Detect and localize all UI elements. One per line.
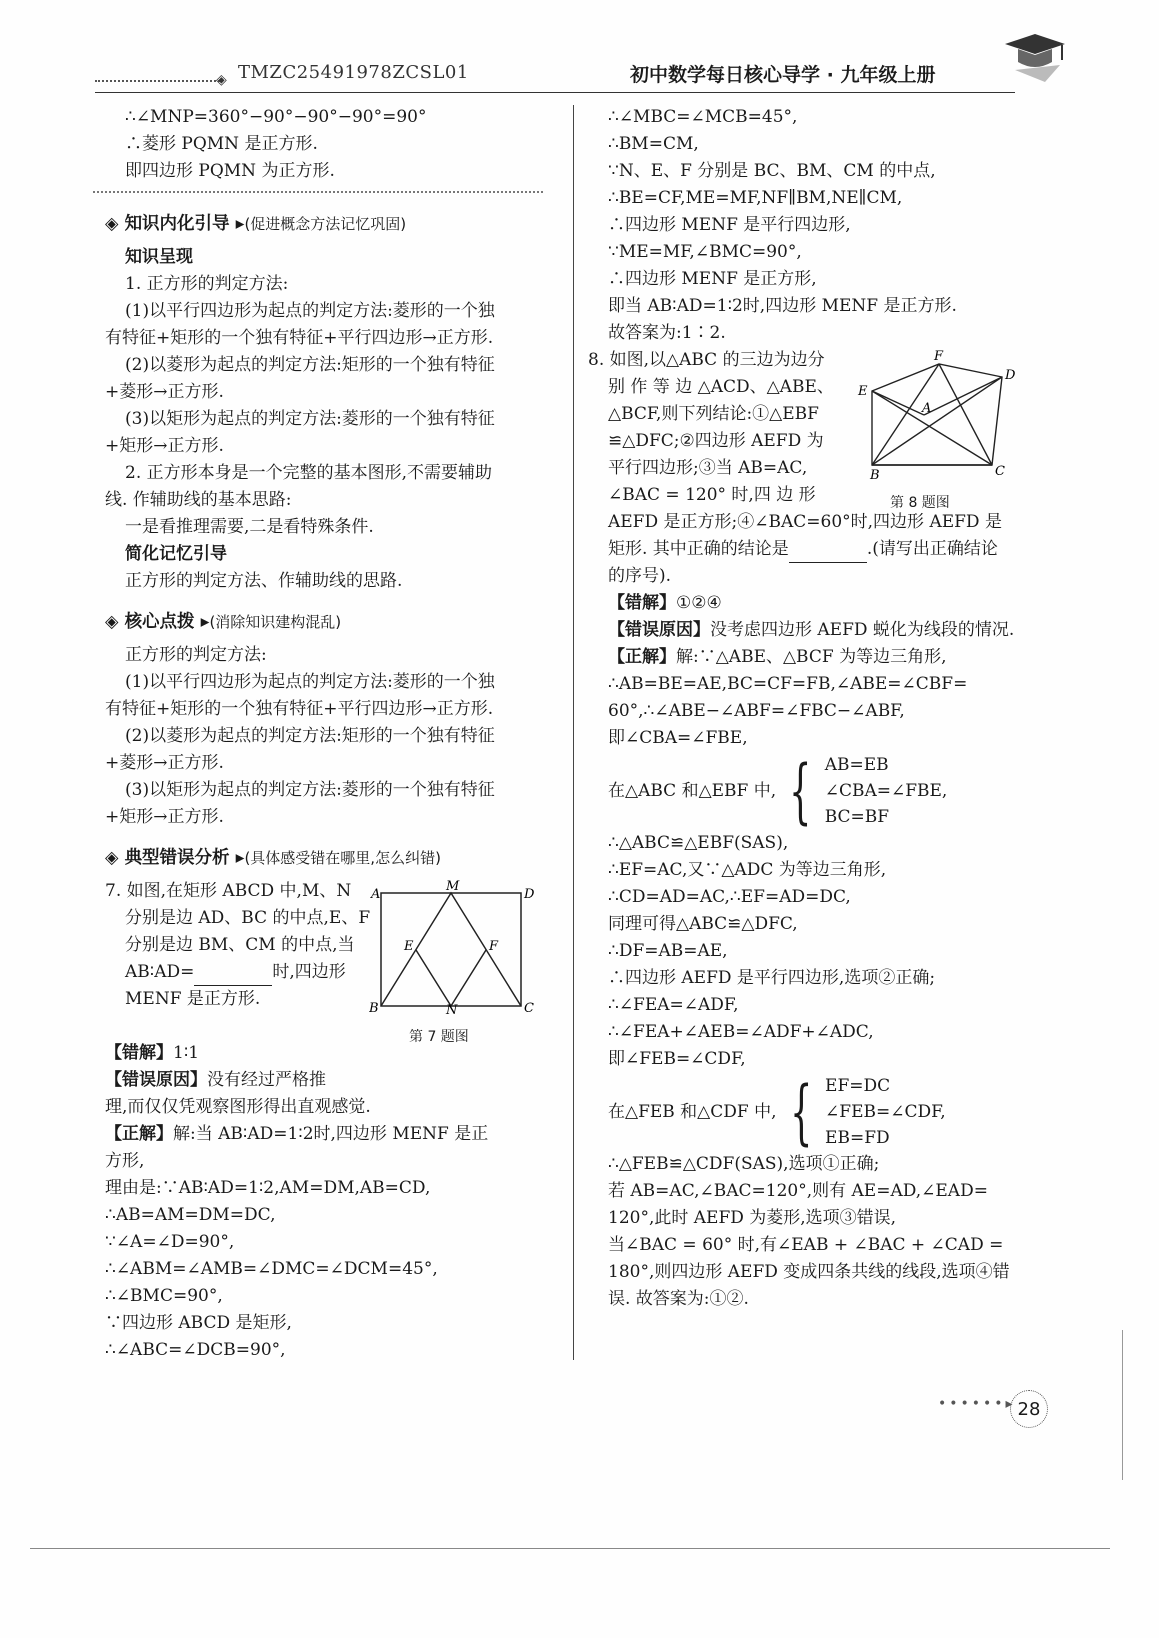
text-line: ∴AB=AM=DM=DC, bbox=[105, 1205, 276, 1225]
text-line: ∴四边形 MENF 是平行四边形, bbox=[608, 215, 851, 235]
brace-symbol: { bbox=[789, 1071, 812, 1153]
text-line: 正方形的判定方法: bbox=[125, 645, 267, 665]
text-line: 120°,此时 AEFD 为菱形,选项③错误, bbox=[608, 1208, 897, 1228]
svg-text:D: D bbox=[1005, 368, 1016, 383]
text-line: 8. 如图,以△ABC 的三边为边分 bbox=[588, 350, 825, 370]
text-line: EB=FD bbox=[825, 1128, 890, 1148]
text-line: 误. 故答案为:①②. bbox=[608, 1289, 749, 1309]
svg-text:C: C bbox=[524, 1001, 534, 1015]
text-line: △BCF,则下列结论:①△EBF bbox=[608, 404, 819, 424]
page-number: 28 bbox=[1010, 1390, 1048, 1428]
error-reason: 【错误原因】没考虑四边形 AEFD 蜕化为线段的情况. bbox=[608, 620, 1015, 640]
question-7 bbox=[105, 878, 555, 1045]
subheading: 简化记忆引导 bbox=[125, 544, 227, 564]
text-line: 同理可得△ABC≌△DFC, bbox=[608, 914, 798, 934]
text-line: 60°,∴∠ABE−∠ABF=∠FBC−∠ABF, bbox=[608, 701, 905, 721]
text-line: 方形, bbox=[105, 1151, 145, 1171]
text-line: 即当 AB∶AD=1∶2时,四边形 MENF 是正方形. bbox=[608, 296, 957, 316]
section-bullet-icon: ◈ bbox=[105, 214, 125, 234]
figure-7 bbox=[369, 880, 539, 1045]
text-line: 一是看推理需要,二是看特殊条件. bbox=[125, 517, 374, 537]
figure-8 bbox=[844, 349, 1034, 509]
correct-solution: 【正解】解:当 AB∶AD=1∶2时,四边形 MENF 是正 bbox=[105, 1124, 489, 1144]
text-line: ∵ME=MF,∠BMC=90°, bbox=[608, 242, 802, 262]
subheading: 知识呈现 bbox=[125, 247, 193, 267]
text-line: 理,而仅仅凭观察图形得出直观感觉. bbox=[105, 1097, 371, 1117]
svg-text:A: A bbox=[922, 401, 932, 416]
text-line: 在△FEB 和△CDF 中, bbox=[608, 1101, 777, 1122]
text-line: 理由是:∵AB∶AD=1∶2,AM=DM,AB=CD, bbox=[105, 1178, 431, 1198]
svg-text:N: N bbox=[446, 1003, 458, 1015]
page-bottom-rule bbox=[30, 1548, 1110, 1549]
svg-text:M: M bbox=[446, 880, 460, 894]
text-line: ∴菱形 PQMN 是正方形. bbox=[125, 134, 318, 154]
text-line: ∴BM=CM, bbox=[608, 134, 699, 154]
text-line: 矩形. 其中正确的结论是 .(请写出正确结论 bbox=[608, 536, 1078, 563]
header-title: 初中数学每日核心导学 · 九年级上册 bbox=[630, 64, 936, 86]
text-line: ∴BE=CF,ME=MF,NF∥BM,NE∥CM, bbox=[608, 188, 903, 208]
text-line: AEFD 是正方形;④∠BAC=60°时,四边形 AEFD 是 bbox=[608, 512, 1002, 532]
figure-7-caption: 第 7 题图 bbox=[409, 1029, 469, 1045]
text-line: ∴∠FEA+∠AEB=∠ADF+∠ADC, bbox=[608, 1022, 874, 1042]
text-line: +矩形→正方形. bbox=[105, 436, 224, 456]
text-line: AB∶AD= 时,四边形 bbox=[105, 959, 555, 986]
text-line: ∠BAC = 120° 时,四 边 形 bbox=[608, 485, 816, 505]
text-line: ∴∠MBC=∠MCB=45°, bbox=[608, 107, 798, 127]
text-line: ∴EF=AC,又∵△ADC 为等边三角形, bbox=[608, 860, 887, 880]
svg-text:A: A bbox=[371, 887, 381, 902]
text-line: (2)以菱形为起点的判定方法:矩形的一个独有特征 bbox=[125, 726, 495, 746]
svg-text:B: B bbox=[870, 468, 880, 481]
text-line: (1)以平行四边形为起点的判定方法:菱形的一个独 bbox=[125, 672, 495, 692]
text-line: EF=DC bbox=[825, 1076, 891, 1096]
text-line: (1)以平行四边形为起点的判定方法:菱形的一个独 bbox=[125, 301, 495, 321]
text-line: 若 AB=AC,∠BAC=120°,则有 AE=AD,∠EAD= bbox=[608, 1181, 988, 1201]
section-heading-errors: ◈ 典型错误分析 ▸(具体感受错在哪里,怎么纠错) bbox=[105, 848, 441, 868]
right-column bbox=[588, 104, 1078, 1313]
section-bullet-icon: ◈ bbox=[105, 612, 125, 632]
text-line: 分别是边 BM、CM 的中点,当 bbox=[125, 935, 355, 955]
text-line: (2)以菱形为起点的判定方法:矩形的一个独有特征 bbox=[125, 355, 495, 375]
figure-8-caption: 第 8 题图 bbox=[890, 495, 950, 511]
text-line: ∴△ABC≌△EBF(SAS), bbox=[608, 833, 789, 853]
equation-system bbox=[608, 752, 1078, 830]
text-line: 线. 作辅助线的基本思路: bbox=[105, 490, 292, 510]
text-line: 即四边形 PQMN 为正方形. bbox=[125, 161, 335, 181]
text-line: (3)以矩形为起点的判定方法:菱形的一个独有特征 bbox=[125, 409, 495, 429]
text-line: ≌△DFC;②四边形 AEFD 为 bbox=[608, 431, 824, 451]
page-side-rule bbox=[1122, 1330, 1123, 1480]
text-line: ∴∠ABM=∠AMB=∠DMC=∠DCM=45°, bbox=[105, 1259, 438, 1279]
text-line: 有特征+矩形的一个独有特征+平行四边形→正方形. bbox=[105, 328, 494, 348]
text-line: 2. 正方形本身是一个完整的基本图形,不需要辅助 bbox=[125, 463, 493, 483]
page-number-dots: ••••••▸ bbox=[938, 1396, 1016, 1412]
text-line: 在△ABC 和△EBF 中, bbox=[608, 780, 777, 801]
header-dotted-rule bbox=[95, 80, 220, 82]
text-line: ∴CD=AD=AC,∴EF=AD=DC, bbox=[608, 887, 851, 907]
text-line: 分别是边 AD、BC 的中点,E、F bbox=[125, 908, 371, 928]
text-line: 别 作 等 边 △ACD、△ABE、 bbox=[608, 377, 834, 397]
text-line: ∵∠A=∠D=90°, bbox=[105, 1232, 235, 1252]
wrong-answer: 【错解】1∶1 bbox=[105, 1043, 200, 1063]
text-line: 即∠FEB=∠CDF, bbox=[608, 1049, 746, 1069]
text-line: 7. 如图,在矩形 ABCD 中,M、N bbox=[105, 881, 352, 901]
equation-system bbox=[608, 1073, 1078, 1151]
wrong-answer: 【错解】①②④ bbox=[608, 593, 722, 613]
figure-8-diagram bbox=[844, 349, 1034, 481]
text-line: ∴△FEB≌△CDF(SAS),选项①正确; bbox=[608, 1154, 880, 1174]
text-line: 1. 正方形的判定方法: bbox=[125, 274, 289, 294]
svg-text:E: E bbox=[858, 384, 868, 399]
play-arrow-icon: ▸ bbox=[200, 612, 210, 632]
text-line: ∵四边形 ABCD 是矩形, bbox=[105, 1313, 292, 1333]
text-line: 故答案为:1∶2. bbox=[608, 323, 726, 343]
text-line: MENF 是正方形. bbox=[125, 989, 261, 1009]
section-divider bbox=[93, 191, 543, 197]
correct-solution: 【正解】解:∵△ABE、△BCF 为等边三角形, bbox=[608, 647, 947, 667]
text-line: +菱形→正方形. bbox=[105, 753, 224, 773]
section-heading-knowledge: ◈ 知识内化引导 ▸(促进概念方法记忆巩固) bbox=[105, 214, 407, 234]
text-line: ∴∠ABC=∠DCB=90°, bbox=[105, 1340, 286, 1360]
text-line: (3)以矩形为起点的判定方法:菱形的一个独有特征 bbox=[125, 780, 495, 800]
play-arrow-icon: ▸ bbox=[235, 848, 245, 868]
text-line: ∴四边形 MENF 是正方形, bbox=[608, 269, 817, 289]
text-line: 当∠BAC = 60° 时,有∠EAB + ∠BAC + ∠CAD = bbox=[608, 1235, 1004, 1255]
svg-text:E: E bbox=[404, 939, 414, 954]
play-arrow-icon: ▸ bbox=[235, 214, 245, 234]
svg-text:B: B bbox=[369, 1001, 379, 1015]
brace-symbol: { bbox=[789, 750, 812, 832]
text-line: 平行四边形;③当 AB=AC, bbox=[608, 458, 808, 478]
text-line: ∴DF=AB=AE, bbox=[608, 941, 728, 961]
answer-blank[interactable] bbox=[194, 967, 272, 986]
svg-text:C: C bbox=[995, 464, 1005, 479]
text-line: +菱形→正方形. bbox=[105, 382, 224, 402]
column-divider bbox=[573, 105, 574, 1360]
section-bullet-icon: ◈ bbox=[105, 848, 125, 868]
text-line: ∠FEB=∠CDF, bbox=[825, 1102, 946, 1122]
svg-text:F: F bbox=[489, 939, 499, 954]
text-line: ∴AB=BE=AE,BC=CF=FB,∠ABE=∠CBF= bbox=[608, 674, 968, 694]
figure-7-diagram bbox=[369, 880, 539, 1015]
header-code: TMZC25491978ZCSL01 bbox=[238, 62, 469, 83]
text-line: AB=EB bbox=[824, 755, 889, 775]
question-8 bbox=[588, 347, 1078, 590]
error-reason: 【错误原因】没有经过严格推 bbox=[105, 1070, 326, 1090]
svg-text:F: F bbox=[934, 349, 944, 364]
svg-text:D: D bbox=[524, 887, 535, 902]
graduation-cap-icon bbox=[1000, 30, 1070, 85]
text-line: ∴∠BMC=90°, bbox=[105, 1286, 223, 1306]
section-heading-core: ◈ 核心点拨 ▸(消除知识建构混乱) bbox=[105, 612, 342, 632]
text-line: ∴∠MNP=360°−90°−90°−90°=90° bbox=[125, 107, 427, 127]
text-line: ∵N、E、F 分别是 BC、BM、CM 的中点, bbox=[608, 161, 936, 181]
left-column bbox=[105, 104, 555, 1364]
header-diamond-icon: ◈ bbox=[216, 72, 227, 88]
text-line: BC=BF bbox=[824, 807, 890, 827]
text-line: 正方形的判定方法、作辅助线的思路. bbox=[125, 571, 403, 591]
text-line: ∴四边形 AEFD 是平行四边形,选项②正确; bbox=[608, 968, 936, 988]
text-line: 有特征+矩形的一个独有特征+平行四边形→正方形. bbox=[105, 699, 494, 719]
text-line: +矩形→正方形. bbox=[105, 807, 224, 827]
text-line: 180°,则四边形 AEFD 变成四条共线的线段,选项④错 bbox=[608, 1262, 1010, 1282]
text-line: 的序号). bbox=[608, 566, 672, 586]
text-line: ∠CBA=∠FBE, bbox=[824, 781, 948, 801]
header-rule bbox=[95, 92, 1015, 93]
text-line: ∴∠FEA=∠ADF, bbox=[608, 995, 739, 1015]
text-line: 即∠CBA=∠FBE, bbox=[608, 728, 748, 748]
answer-blank[interactable] bbox=[789, 544, 867, 563]
